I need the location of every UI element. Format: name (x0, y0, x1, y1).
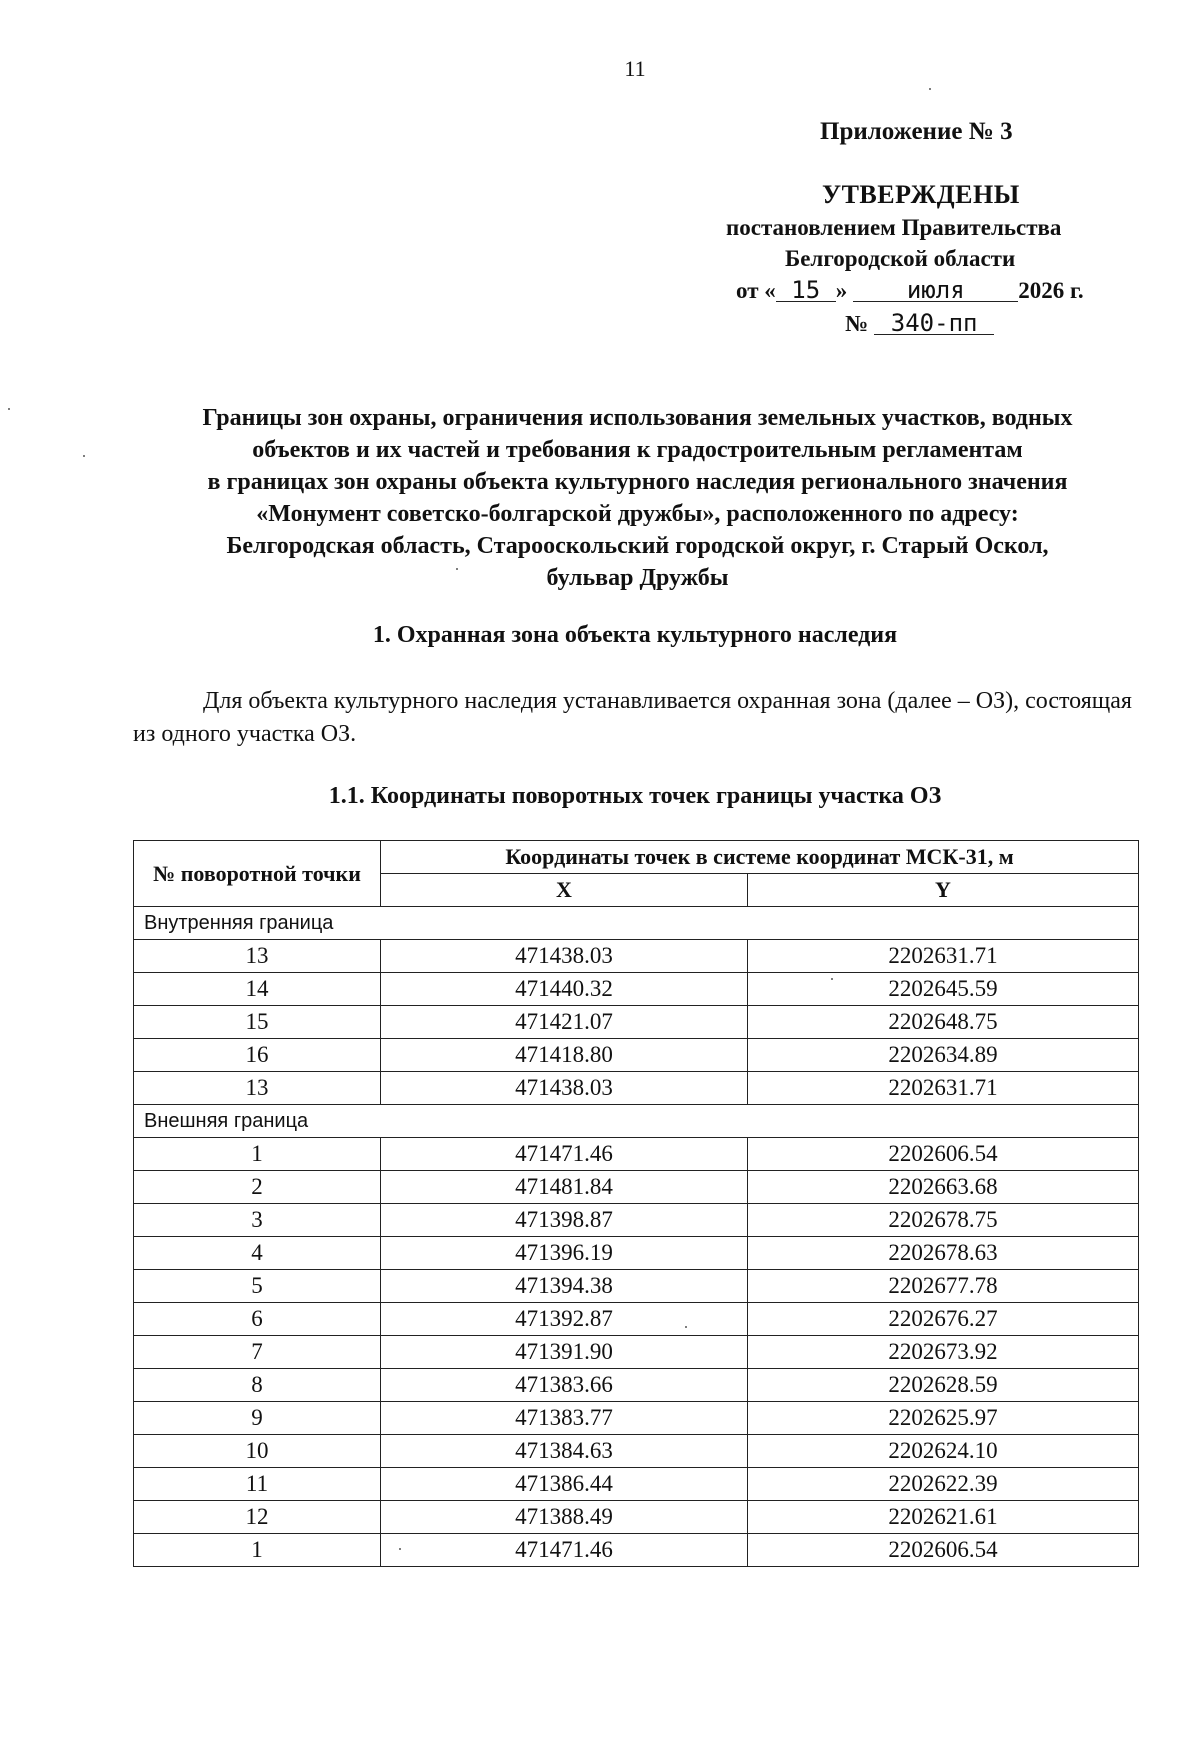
group-label: Внешняя граница (134, 1105, 1139, 1138)
y-coordinate-cell: 2202678.75 (748, 1204, 1139, 1237)
x-coordinate-cell: 471391.90 (381, 1336, 748, 1369)
y-coordinate-cell: 2202621.61 (748, 1501, 1139, 1534)
appendix-label: Приложение № 3 (820, 118, 1013, 145)
section-text: Для объекта культурного наследия устанавливается охранная зона (далее – ОЗ), состоящая из одного участка ОЗ. (133, 688, 1132, 747)
scan-speck (456, 568, 458, 570)
point-number-cell: 10 (134, 1435, 381, 1468)
y-coordinate-cell: 2202606.54 (748, 1534, 1139, 1567)
title-line: в границах зон охраны объекта культурного наследия регионального значения (207, 469, 1068, 495)
coordinates-table (133, 840, 1139, 1567)
point-number-cell: 12 (134, 1501, 381, 1534)
table-row (134, 940, 1139, 973)
point-number-cell: 14 (134, 973, 381, 1006)
point-number-cell: 1 (134, 1138, 381, 1171)
date-mid: » (835, 278, 848, 303)
x-coordinate-cell: 471481.84 (381, 1171, 748, 1204)
point-number-cell: 16 (134, 1039, 381, 1072)
title-line: Границы зон охраны, ограничения использования земельных участков, водных (202, 405, 1073, 431)
point-number-cell: 1 (134, 1534, 381, 1567)
date-year: 2026 г. (1018, 278, 1084, 303)
x-coordinate-cell: 471383.77 (381, 1402, 748, 1435)
table-row (134, 1237, 1139, 1270)
table-row (134, 1138, 1139, 1171)
title-line: объектов и их частей и требования к градостроительным регламентам (252, 437, 1023, 463)
y-coordinate-cell: 2202622.39 (748, 1468, 1139, 1501)
decree-date (736, 278, 1084, 304)
x-coordinate-cell: 471440.32 (381, 973, 748, 1006)
y-coordinate-cell: 2202624.10 (748, 1435, 1139, 1468)
table-row (134, 1006, 1139, 1039)
point-number-cell: 13 (134, 940, 381, 973)
table-row (134, 1336, 1139, 1369)
x-coordinate-cell: 471394.38 (381, 1270, 748, 1303)
document-title (100, 402, 1175, 594)
y-coordinate-cell: 2202648.75 (748, 1006, 1139, 1039)
y-coordinate-cell: 2202631.71 (748, 940, 1139, 973)
table-group-row (134, 907, 1139, 940)
point-number-cell: 4 (134, 1237, 381, 1270)
point-number-cell: 11 (134, 1468, 381, 1501)
title-line: Белгородская область, Старооскольский городской округ, г. Старый Оскол, (226, 533, 1049, 559)
y-coordinate-cell: 2202634.89 (748, 1039, 1139, 1072)
x-coordinate-cell: 471384.63 (381, 1435, 748, 1468)
table-row (134, 1270, 1139, 1303)
header-y: Y (748, 874, 1139, 907)
x-coordinate-cell: 471398.87 (381, 1204, 748, 1237)
table-row (134, 1402, 1139, 1435)
x-coordinate-cell: 471471.46 (381, 1534, 748, 1567)
number-prefix: № (845, 311, 869, 336)
table-row (134, 1468, 1139, 1501)
table-row (134, 1534, 1139, 1567)
scan-speck (8, 408, 10, 410)
y-coordinate-cell: 2202678.63 (748, 1237, 1139, 1270)
x-coordinate-cell: 471396.19 (381, 1237, 748, 1270)
header-x: X (381, 874, 748, 907)
decree-number (845, 311, 994, 337)
x-coordinate-cell: 471471.46 (381, 1138, 748, 1171)
x-coordinate-cell: 471438.03 (381, 940, 748, 973)
point-number-cell: 6 (134, 1303, 381, 1336)
y-coordinate-cell: 2202663.68 (748, 1171, 1139, 1204)
table-group-row (134, 1105, 1139, 1138)
approved-label: УТВЕРЖДЕНЫ (822, 180, 1020, 209)
number-value: 340-пп (874, 312, 994, 335)
x-coordinate-cell: 471418.80 (381, 1039, 748, 1072)
table-row (134, 1303, 1139, 1336)
y-coordinate-cell: 2202673.92 (748, 1336, 1139, 1369)
x-coordinate-cell: 471388.49 (381, 1501, 748, 1534)
y-coordinate-cell: 2202628.59 (748, 1369, 1139, 1402)
x-coordinate-cell: 471421.07 (381, 1006, 748, 1039)
header-coordinates: Координаты точек в системе координат МСК-31, м (381, 841, 1139, 874)
x-coordinate-cell: 471383.66 (381, 1369, 748, 1402)
header-point-number: № поворотной точки (134, 841, 381, 907)
subsection-heading: 1.1. Координаты поворотных точек границы участка ОЗ (328, 783, 942, 809)
point-number-cell: 9 (134, 1402, 381, 1435)
date-day: 15 (776, 279, 836, 302)
point-number-cell: 7 (134, 1336, 381, 1369)
scan-speck (399, 1548, 401, 1550)
x-coordinate-cell: 471438.03 (381, 1072, 748, 1105)
title-line: «Монумент советско-болгарской дружбы», расположенного по адресу: (256, 501, 1019, 527)
section-heading: 1. Охранная зона объекта культурного наследия (372, 622, 898, 648)
x-coordinate-cell: 471392.87 (381, 1303, 748, 1336)
table-row (134, 1171, 1139, 1204)
y-coordinate-cell: 2202645.59 (748, 973, 1139, 1006)
point-number-cell: 15 (134, 1006, 381, 1039)
table-row (134, 1204, 1139, 1237)
y-coordinate-cell: 2202677.78 (748, 1270, 1139, 1303)
point-number-cell: 3 (134, 1204, 381, 1237)
point-number-cell: 5 (134, 1270, 381, 1303)
y-coordinate-cell: 2202631.71 (748, 1072, 1139, 1105)
point-number-cell: 2 (134, 1171, 381, 1204)
date-month: июля (853, 279, 1018, 302)
decree-line-2: Белгородской области (785, 246, 1016, 271)
x-coordinate-cell: 471386.44 (381, 1468, 748, 1501)
table-row (134, 1072, 1139, 1105)
scan-speck (685, 1326, 687, 1328)
table-row (134, 1039, 1139, 1072)
y-coordinate-cell: 2202676.27 (748, 1303, 1139, 1336)
decree-line-1: постановлением Правительства (726, 215, 1062, 240)
group-label: Внутренняя граница (134, 907, 1139, 940)
date-prefix: от « (736, 278, 776, 303)
coordinates-body (134, 907, 1139, 1567)
point-number-cell: 13 (134, 1072, 381, 1105)
table-row (134, 1435, 1139, 1468)
table-row (134, 1501, 1139, 1534)
page-number: 11 (624, 56, 646, 81)
table-row (134, 973, 1139, 1006)
y-coordinate-cell: 2202625.97 (748, 1402, 1139, 1435)
title-line: бульвар Дружбы (546, 565, 729, 591)
scan-speck (831, 978, 833, 980)
point-number-cell: 8 (134, 1369, 381, 1402)
scan-speck (83, 455, 85, 457)
y-coordinate-cell: 2202606.54 (748, 1138, 1139, 1171)
scan-speck (929, 88, 931, 90)
table-row (134, 1369, 1139, 1402)
